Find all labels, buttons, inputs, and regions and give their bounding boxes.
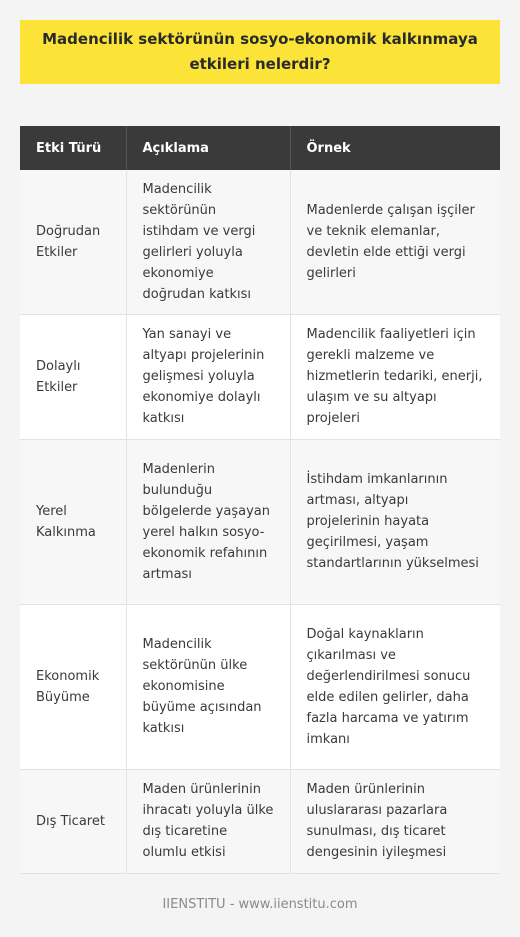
title-banner bbox=[20, 20, 500, 84]
table-row bbox=[20, 769, 500, 873]
table-row bbox=[20, 170, 500, 314]
footer-credit: IIENSTITU - www.iienstitu.com bbox=[162, 897, 358, 912]
cell-effect-type: Dolaylı Etkiler bbox=[20, 314, 126, 439]
cell-description: Madencilik sektörünün ülke ekonomisine büyüme açısından katkısı bbox=[126, 604, 290, 769]
cell-effect-type: Doğrudan Etkiler bbox=[20, 170, 126, 314]
header-description: Açıklama bbox=[126, 126, 290, 170]
cell-example: Maden ürünlerinin uluslararası pazarlara sunulması, dış ticaret dengesinin iyileşmesi bbox=[290, 769, 500, 873]
cell-example: Madencilik faaliyetleri için gerekli malzeme ve hizmetlerin tedariki, enerji, ulaşım ve su altyapı projeleri bbox=[290, 314, 500, 439]
cell-description: Madencilik sektörünün istihdam ve vergi gelirleri yoluyla ekonomiye doğrudan katkısı bbox=[126, 170, 290, 314]
cell-description: Maden ürünlerinin ihracatı yoluyla ülke dış ticaretine olumlu etkisi bbox=[126, 769, 290, 873]
page-title: Madencilik sektörünün sosyo-ekonomik kalkınmaya etkileri nelerdir? bbox=[42, 30, 478, 73]
cell-effect-type: Ekonomik Büyüme bbox=[20, 604, 126, 769]
cell-example: Doğal kaynakların çıkarılması ve değerlendirilmesi sonucu elde edilen gelirler, daha fazla harcama ve yatırım imkanı bbox=[290, 604, 500, 769]
table-header-row bbox=[20, 126, 500, 170]
cell-description: Yan sanayi ve altyapı projelerinin gelişmesi yoluyla ekonomiye dolaylı katkısı bbox=[126, 314, 290, 439]
cell-description: Madenlerin bulunduğu bölgelerde yaşayan yerel halkın sosyo-ekonomik refahının artması bbox=[126, 439, 290, 604]
cell-effect-type: Yerel Kalkınma bbox=[20, 439, 126, 604]
table-row bbox=[20, 439, 500, 604]
table-row bbox=[20, 604, 500, 769]
table-row bbox=[20, 314, 500, 439]
cell-example: Madenlerde çalışan işçiler ve teknik elemanlar, devletin elde ettiği vergi gelirleri bbox=[290, 170, 500, 314]
effects-table bbox=[20, 126, 500, 874]
cell-effect-type: Dış Ticaret bbox=[20, 769, 126, 873]
header-effect-type: Etki Türü bbox=[20, 126, 126, 170]
header-example: Örnek bbox=[290, 126, 500, 170]
cell-example: İstihdam imkanlarının artması, altyapı projelerinin hayata geçirilmesi, yaşam standartlarının yükselmesi bbox=[290, 439, 500, 604]
